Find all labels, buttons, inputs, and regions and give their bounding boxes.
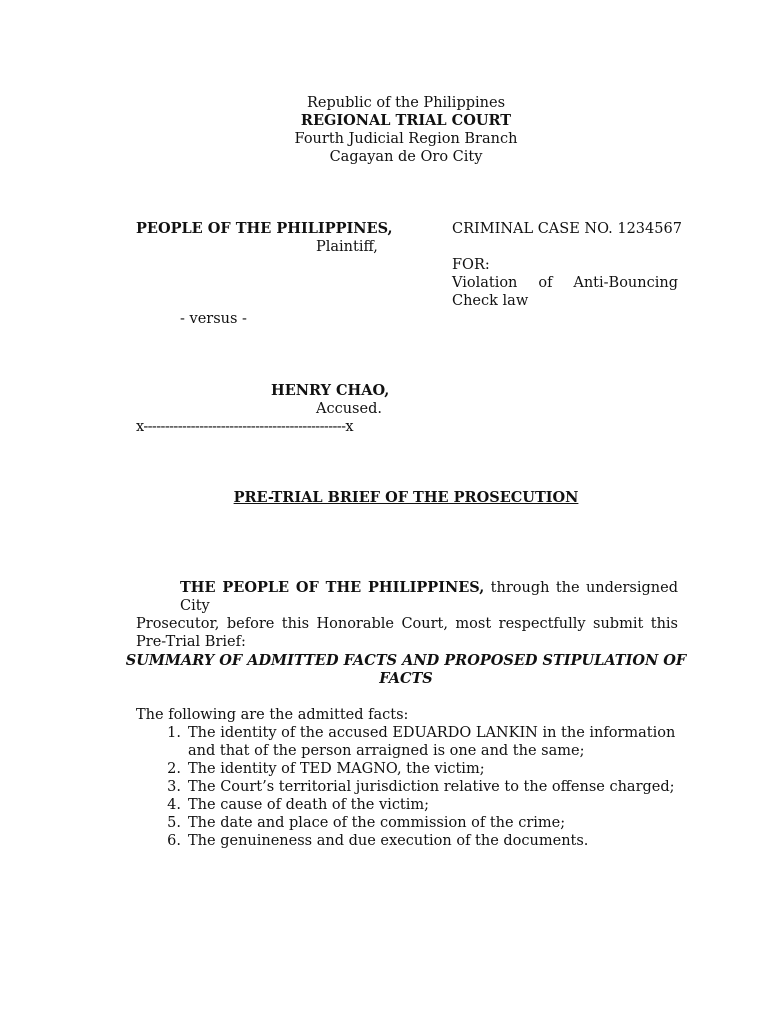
header-court-name: REGIONAL TRIAL COURT — [300, 112, 512, 129]
list-item-line-1: The identity of the accused EDUARDO LANKIN in the information — [188, 725, 676, 741]
document-title: PRE-TRIAL BRIEF OF THE PROSECUTION — [233, 489, 579, 506]
caption-separator: x-----------------------------------------------x — [136, 419, 353, 435]
list-item-line-2: and that of the person arraigned is one and the same; — [188, 743, 585, 759]
plaintiff-name: PEOPLE OF THE PHILIPPINES, — [136, 220, 393, 237]
header-city: Cagayan de Oro City — [329, 149, 483, 165]
section-heading-line-2: FACTS — [379, 670, 433, 687]
list-item — [136, 724, 681, 760]
list-item — [136, 796, 681, 814]
list-item — [136, 760, 681, 778]
list-item — [136, 778, 681, 796]
list-item-text: The identity of TED MAGNO, the victim; — [188, 761, 485, 777]
plaintiff-role: Plaintiff, — [316, 239, 378, 255]
accused-role: Accused. — [316, 401, 382, 417]
intro-bold-lead: THE PEOPLE OF THE PHILIPPINES, — [180, 579, 485, 596]
header-republic: Republic of the Philippines — [306, 95, 506, 111]
intro-line-1 — [136, 579, 678, 615]
charge-line-1: Violation of Anti-Bouncing — [452, 275, 678, 291]
charge-line-2: Check law — [452, 293, 529, 309]
facts-list — [136, 724, 681, 850]
section-heading — [0, 652, 768, 688]
header-region-branch: Fourth Judicial Region Branch — [294, 131, 518, 147]
list-item-number: 3. — [167, 779, 181, 795]
case-number: CRIMINAL CASE NO. 1234567 — [452, 221, 682, 237]
list-item-number: 2. — [167, 761, 181, 777]
versus-label: - versus - — [180, 311, 247, 327]
list-item — [136, 832, 681, 850]
facts-intro: The following are the admitted facts: — [136, 707, 409, 723]
list-item-text: The cause of death of the victim; — [188, 797, 430, 813]
intro-paragraph — [136, 579, 678, 651]
court-header — [0, 94, 768, 166]
intro-line-1-rest: through the undersigned City — [180, 580, 678, 614]
list-item-number: 4. — [167, 797, 181, 813]
intro-line-3: Pre-Trial Brief: — [136, 634, 246, 650]
list-item — [136, 814, 681, 832]
list-item-text: The genuineness and due execution of the documents. — [188, 833, 589, 849]
list-item-number: 5. — [167, 815, 181, 831]
for-label: FOR: — [452, 257, 490, 273]
list-item-number: 1. — [167, 725, 181, 741]
list-item-number: 6. — [167, 833, 181, 849]
list-item-text — [181, 724, 681, 760]
section-heading-line-1: SUMMARY OF ADMITTED FACTS AND PROPOSED STIPULATION OF — [125, 652, 687, 669]
list-item-text: The Court’s territorial jurisdiction relative to the offense charged; — [188, 779, 675, 795]
accused-name: HENRY CHAO, — [271, 382, 390, 399]
intro-line-2: Prosecutor, before this Honorable Court, most respectfully submit this — [136, 616, 678, 632]
list-item-text: The date and place of the commission of the crime; — [188, 815, 566, 831]
charge-description — [452, 274, 678, 310]
